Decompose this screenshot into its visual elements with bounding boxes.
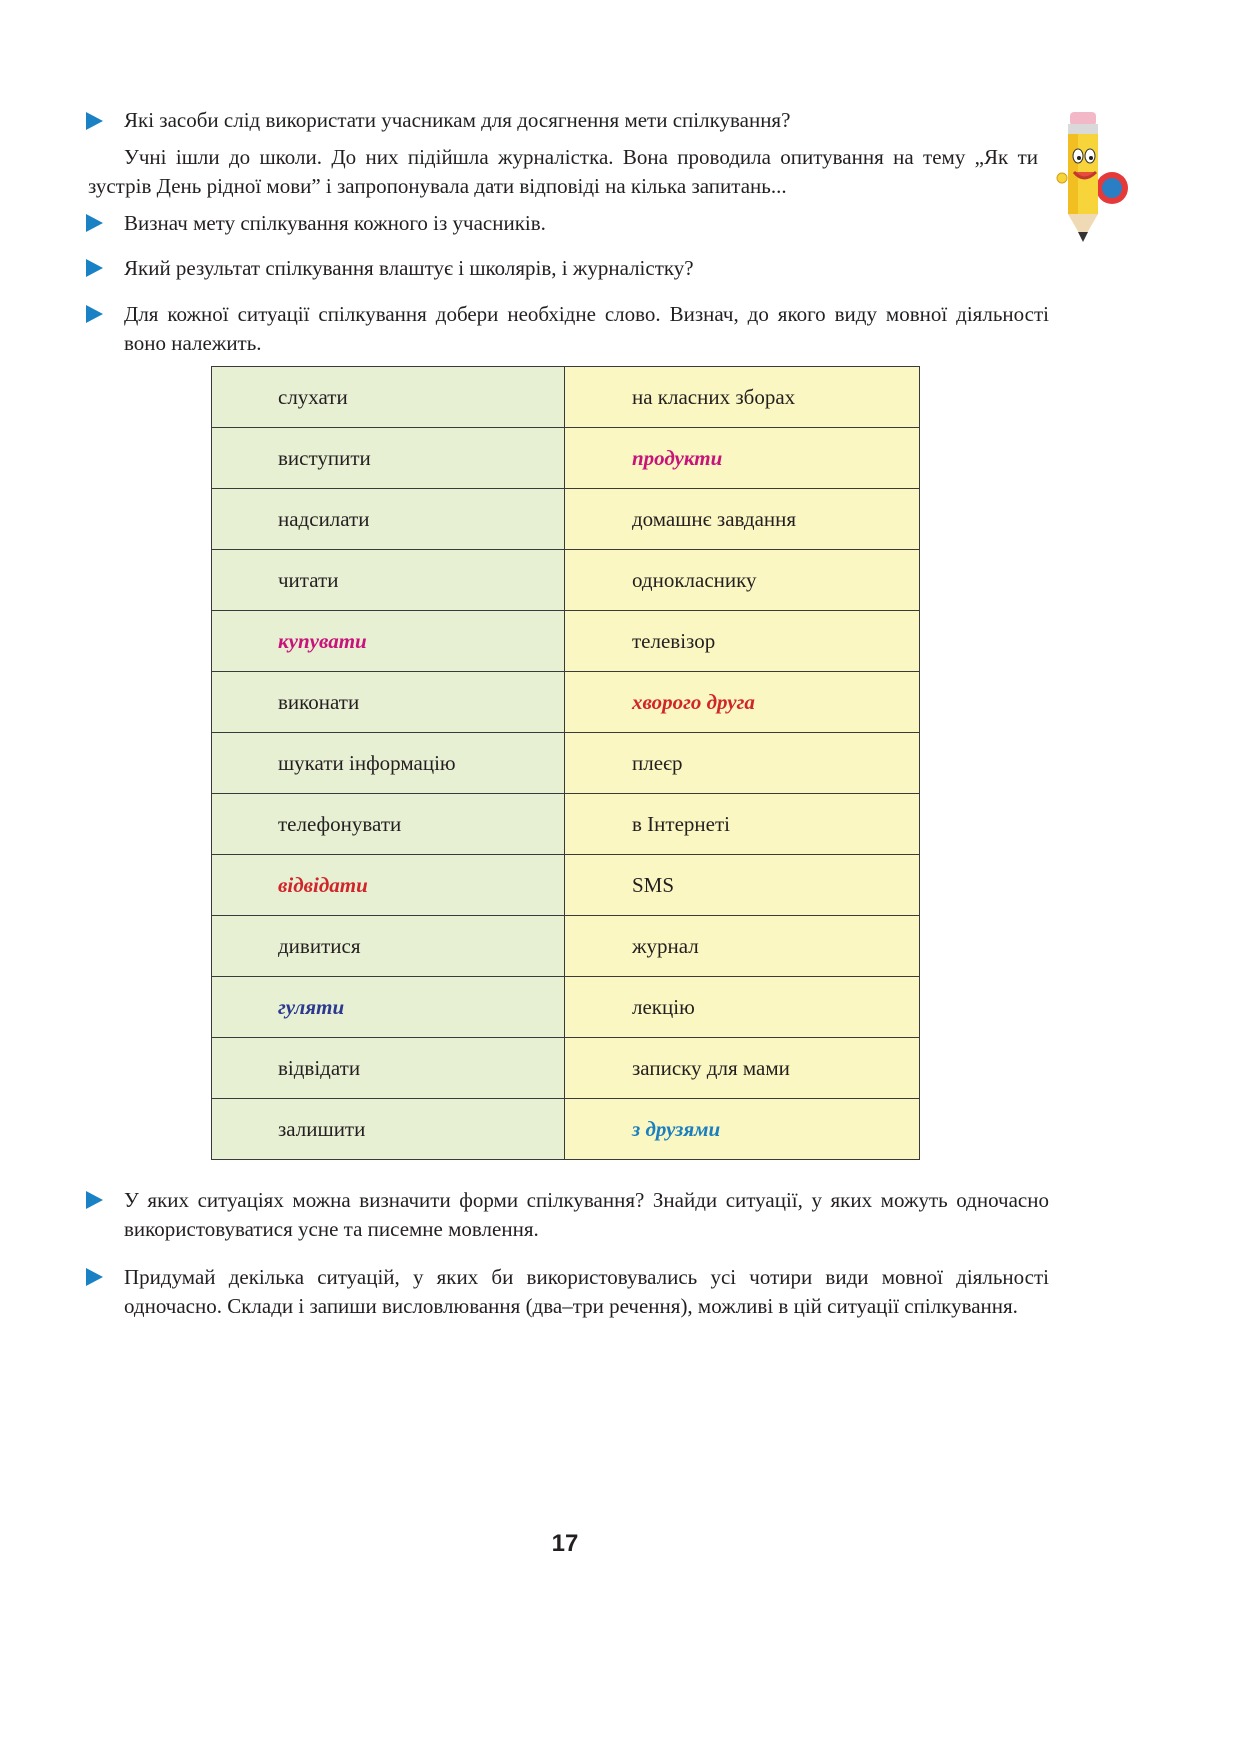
object-cell-highlighted: продукти	[565, 428, 920, 489]
task-question-5: У яких ситуаціях можна визначити форми спілкування? Знайди ситуації, у яких можуть одночасно використовуватися усне та писемне мовлення.	[124, 1188, 1049, 1241]
table-row	[212, 977, 920, 1038]
object-cell: записку для мами	[565, 1038, 920, 1099]
verb-cell: виконати	[212, 672, 565, 733]
task-question-4: Для кожної ситуації спілкування добери необхідне слово. Визнач, до якого виду мовної діяльності воно належить.	[124, 302, 1049, 355]
task-question-6: Придумай декілька ситуацій, у яких би використовувались усі чотири види мовної діяльності одночасно. Склади і запиши висловлювання (два–три речення), можливі в цій ситуації спілкування.	[124, 1265, 1049, 1318]
table-row	[212, 916, 920, 977]
object-cell: на класних зборах	[565, 367, 920, 428]
page-number: 17	[551, 1530, 579, 1557]
triangle-bullet-icon	[86, 1268, 103, 1286]
object-cell: SMS	[565, 855, 920, 916]
table-row	[212, 550, 920, 611]
verb-cell: залишити	[212, 1099, 565, 1160]
object-cell: лекцію	[565, 977, 920, 1038]
verb-cell: дивитися	[212, 916, 565, 977]
context-paragraph: Учні ішли до школи. До них підійшла журналістка. Вона проводила опитування на тему „Як ти зустрів День рідної мови” і запропонувала дати відповіді на кілька запитань...	[88, 145, 1038, 198]
object-cell: домашнє завдання	[565, 489, 920, 550]
object-cell: в Інтернеті	[565, 794, 920, 855]
object-cell-highlighted: з друзями	[565, 1099, 920, 1160]
word-matching-table	[211, 366, 920, 1160]
table-row	[212, 1038, 920, 1099]
table-row	[212, 733, 920, 794]
object-cell: плеєр	[565, 733, 920, 794]
object-cell: телевізор	[565, 611, 920, 672]
table-row	[212, 428, 920, 489]
table-row	[212, 611, 920, 672]
task-question-2: Визнач мету спілкування кожного із учасників.	[124, 211, 546, 235]
object-cell-highlighted: хворого друга	[565, 672, 920, 733]
verb-cell-highlighted: купувати	[212, 611, 565, 672]
verb-cell: виступити	[212, 428, 565, 489]
table-row	[212, 489, 920, 550]
table-row	[212, 672, 920, 733]
verb-cell: телефонувати	[212, 794, 565, 855]
triangle-bullet-icon	[86, 1191, 103, 1209]
object-cell: однокласнику	[565, 550, 920, 611]
table-row	[212, 855, 920, 916]
triangle-bullet-icon	[86, 112, 103, 130]
pencil-mascot-icon	[1052, 108, 1132, 248]
table-row	[212, 1099, 920, 1160]
verb-cell: надсилати	[212, 489, 565, 550]
triangle-bullet-icon	[86, 305, 103, 323]
verb-cell-highlighted: гуляти	[212, 977, 565, 1038]
table-row	[212, 367, 920, 428]
verb-cell-highlighted: відвідати	[212, 855, 565, 916]
task-question-1: Які засоби слід використати учасникам для досягнення мети спілкування?	[124, 108, 791, 132]
task-question-3: Який результат спілкування влаштує і школярів, і журналістку?	[124, 256, 694, 280]
triangle-bullet-icon	[86, 259, 103, 277]
verb-cell: слухати	[212, 367, 565, 428]
verb-cell: відвідати	[212, 1038, 565, 1099]
table-row	[212, 794, 920, 855]
object-cell: журнал	[565, 916, 920, 977]
verb-cell: шукати інформацію	[212, 733, 565, 794]
triangle-bullet-icon	[86, 214, 103, 232]
verb-cell: читати	[212, 550, 565, 611]
